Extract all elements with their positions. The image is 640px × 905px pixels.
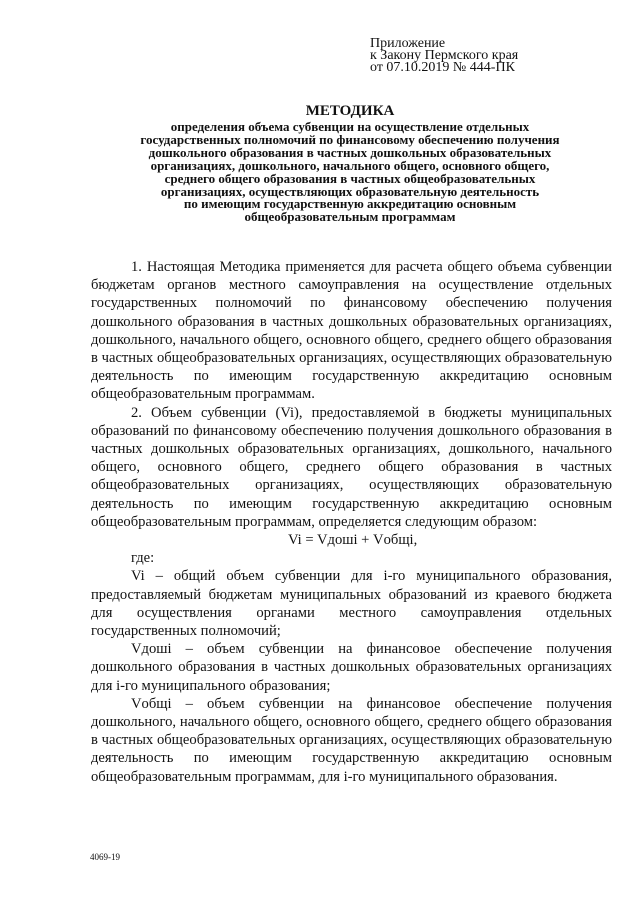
- document-title: МЕТОДИКА: [305, 103, 395, 119]
- paragraph-1: 1. Настоящая Методика применяется для расчета общего объема субвенции бюджетам органов местного самоуправления на осуществление отдельных государственных полномочий по финансовому обеспечению получения дошкольного образования в частных дошкольных образовательных организациях, дошкольного, начального общего, основного общего, среднего общего образования в частных общеобразовательных организациях, осуществляющих образовательную деятельность по имеющим государственную аккредитацию основным общеобразовательным программам.: [91, 259, 612, 403]
- document-subtitle: [88, 121, 612, 224]
- subtitle-line: государственных полномочий по финансовому обеспечению получения: [140, 131, 560, 147]
- subtitle-line: общеобразовательным программам: [244, 209, 456, 225]
- subtitle-line: дошкольного образования в частных дошкольных образовательных: [148, 144, 552, 160]
- appendix-header: [370, 38, 518, 74]
- appendix-line-1: Приложение: [370, 36, 446, 51]
- footer-code: 4069-19: [90, 852, 120, 862]
- appendix-line-3: от 07.10.2019 № 444-ПК: [370, 60, 515, 75]
- definition-vobsh: Vобщі – объем субвенции на финансовое обеспечение получения дошкольного, начального общего, основного общего, среднего общего образования в частных общеобразовательных организациях, осуществляющих образовательную деятельность по имеющим государственную аккредитацию основным общеобразовательным программам, для i-го муниципального образования.: [91, 695, 612, 785]
- subtitle-line: организациях, осуществляющих образовательную деятельность: [160, 183, 540, 199]
- definition-vi: Vi – общий объем субвенции для i-го муниципального образования, предоставляемый бюджетам муниципальных образований из краевого бюджета для осуществления органами местного самоуправления отдельных государственных полномочий;: [91, 568, 612, 640]
- where-label: где:: [131, 550, 155, 567]
- subtitle-line: определения объема субвенции на осуществление отдельных: [170, 119, 530, 134]
- document-body: [91, 258, 612, 786]
- formula: Vi = Vдоші + Vобщі,: [288, 532, 418, 549]
- subtitle-line: организациях, дошкольного, начального общего, основного общего,: [150, 157, 550, 173]
- definition-vdosh: Vдоші – объем субвенции на финансовое обеспечение получения дошкольного образования в частных дошкольных образовательных организациях для i-го муниципального образования;: [91, 641, 612, 694]
- paragraph-2: 2. Объем субвенции (Vi), предоставляемой в бюджеты муниципальных образований по финансовому обеспечению получения дошкольного образования в частных дошкольных образовательных организациях, дошкольного, начального общего, основного общего, среднего общего образования в частных общеобразовательных организациях, осуществляющих образовательную деятельность по имеющим государственную аккредитацию основным общеобразовательным программам, определяется следующим образом:: [91, 404, 612, 530]
- subtitle-line: среднего общего образования в частных общеобразовательных: [164, 170, 536, 186]
- subtitle-line: по имеющим государственную аккредитацию основным: [183, 196, 517, 212]
- appendix-line-2: к Закону Пермского края: [370, 48, 519, 63]
